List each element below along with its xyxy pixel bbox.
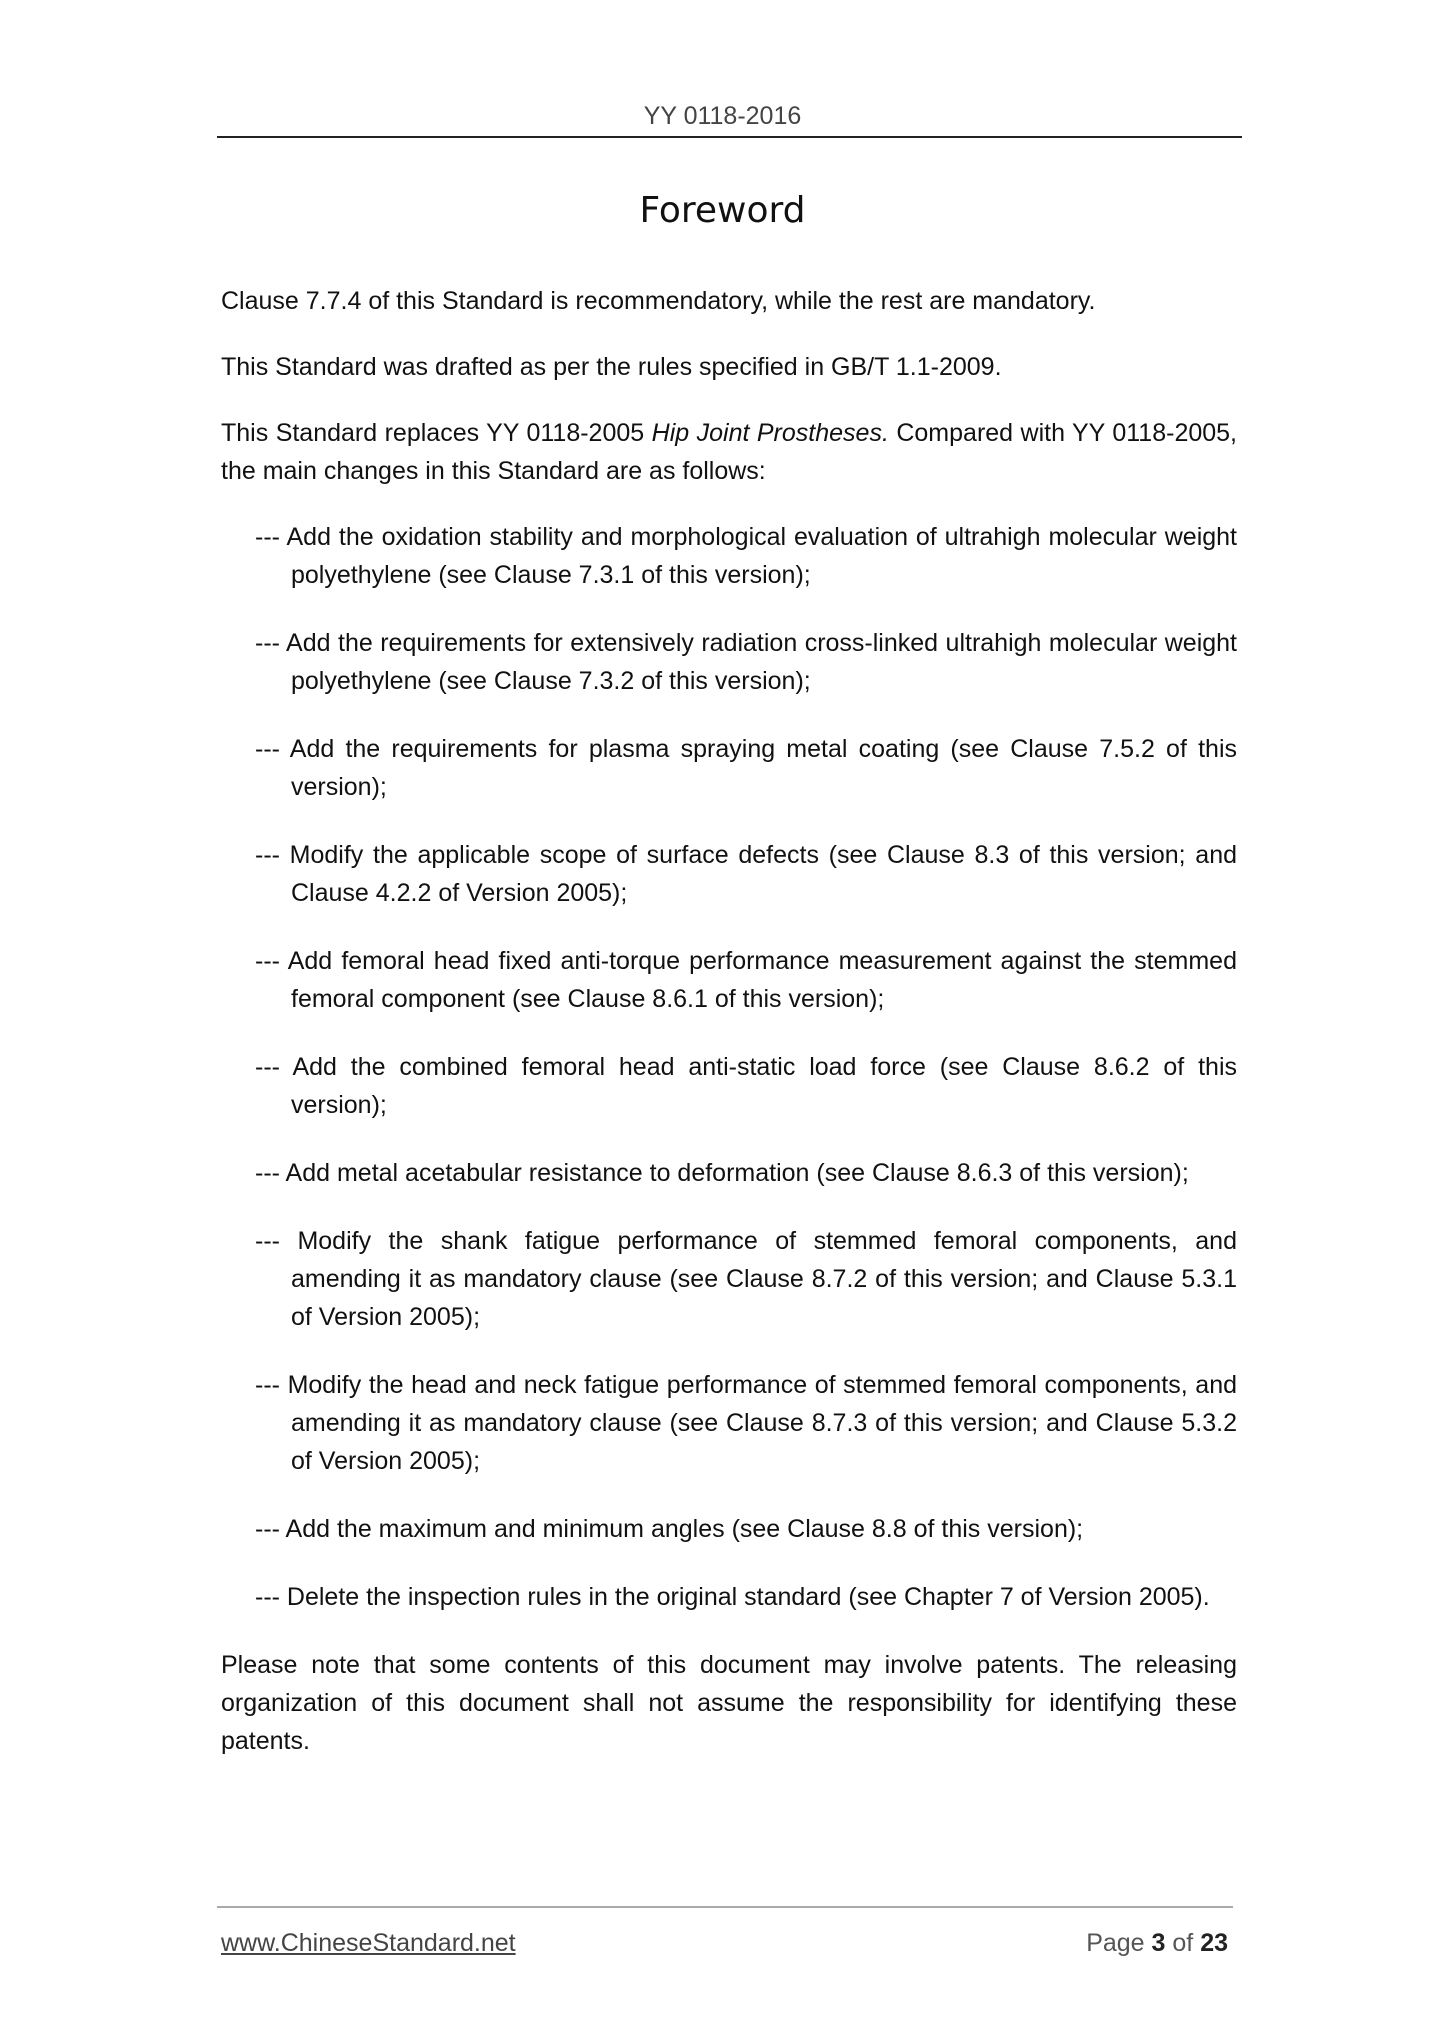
website-link[interactable]: www.ChineseStandard.net: [221, 1929, 516, 1957]
list-item: --- Add femoral head fixed anti-torque performance measurement against the stemmed femoral component (see Clause 8.6.1 of this version);: [255, 947, 1237, 1013]
page-separator: of: [1165, 1929, 1201, 1957]
replaces-text-after: Compared with YY 0118-2005, the main changes in this Standard are as follows:: [221, 419, 1237, 485]
list-item: --- Add the combined femoral head anti-static load force (see Clause 8.6.2 of this version);: [255, 1053, 1237, 1119]
list-item: --- Modify the applicable scope of surface defects (see Clause 8.3 of this version; and Clause 4.2.2 of Version 2005);: [255, 841, 1237, 907]
changes-list: [221, 518, 1237, 1616]
total-pages: 23: [1200, 1929, 1228, 1957]
page-prefix: Page: [1086, 1929, 1152, 1957]
page-title: Foreword: [639, 190, 806, 231]
list-item: --- Modify the shank fatigue performance of stemmed femoral components, and amending it as mandatory clause (see Clause 8.7.2 of this version; and Clause 5.3.1 of Version 2005);: [255, 1227, 1237, 1331]
list-item: --- Add the maximum and minimum angles (see Clause 8.8 of this version);: [255, 1515, 1084, 1543]
current-page: 3: [1151, 1929, 1166, 1957]
paragraph-replaces: [221, 414, 1237, 490]
list-item: --- Add metal acetabular resistance to deformation (see Clause 8.6.3 of this version);: [255, 1159, 1189, 1187]
list-item: --- Add the oxidation stability and morphological evaluation of ultrahigh molecular weight polyethylene (see Clause 7.3.1 of this version);: [255, 523, 1237, 589]
page-number: [1086, 1929, 1228, 1958]
paragraph-patents-note: Please note that some contents of this document may involve patents. The releasing organization of this document shall not assume the responsibility for identifying these patents.: [221, 1651, 1237, 1755]
list-item: --- Modify the head and neck fatigue performance of stemmed femoral components, and amending it as mandatory clause (see Clause 8.7.3 of this version; and Clause 5.3.2 of Version 2005);: [255, 1371, 1237, 1475]
paragraph-drafting-rules: This Standard was drafted as per the rules specified in GB/T 1.1-2009.: [221, 353, 1002, 381]
replaced-standard-title: Hip Joint Prostheses.: [651, 419, 889, 447]
replaces-text-before: This Standard replaces YY 0118-2005: [221, 419, 652, 447]
foreword-body: [221, 282, 1237, 1788]
footer-divider: [217, 1906, 1233, 1908]
header-divider: [217, 136, 1242, 138]
list-item: --- Add the requirements for plasma spraying metal coating (see Clause 7.5.2 of this version);: [255, 735, 1237, 801]
list-item: --- Add the requirements for extensively radiation cross-linked ultrahigh molecular weight polyethylene (see Clause 7.3.2 of this version);: [255, 629, 1237, 695]
standard-code-header: YY 0118-2016: [643, 102, 802, 130]
list-item: --- Delete the inspection rules in the original standard (see Chapter 7 of Version 2005).: [255, 1583, 1210, 1611]
paragraph-recommendatory: Clause 7.7.4 of this Standard is recommendatory, while the rest are mandatory.: [221, 287, 1096, 315]
